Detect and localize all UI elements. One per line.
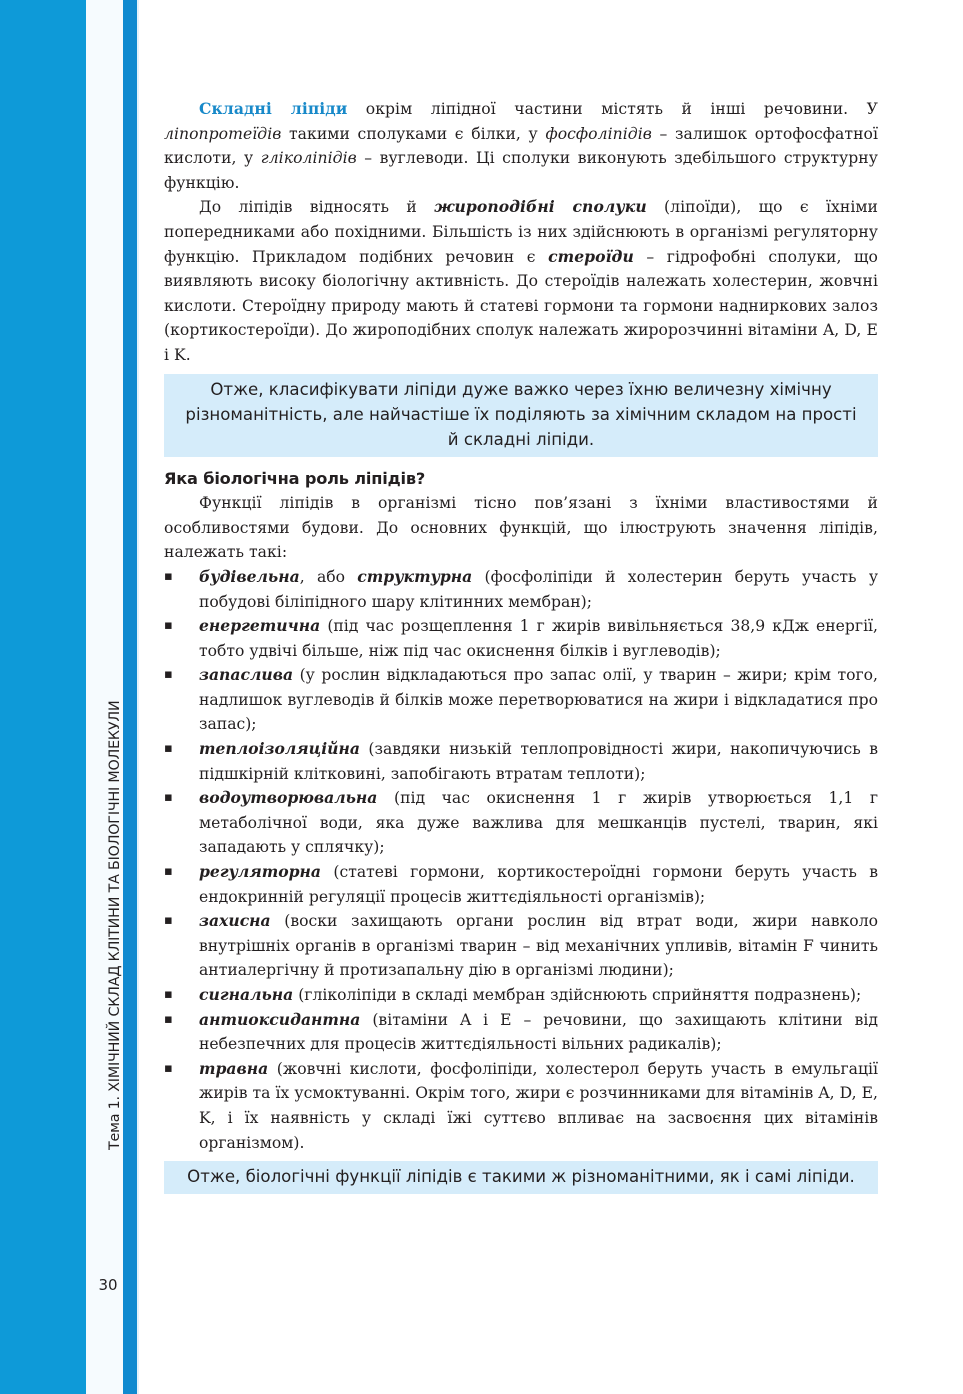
section-heading: Яка біологічна роль ліпідів? <box>164 469 426 489</box>
function-term: антиоксидантна <box>199 1009 361 1029</box>
function-description: (під час окиснення 1 г жирів утворюється 1,1 г метаболічної води, яка дуже важлива для мешканців пустелі, тварин, які западають у сплячку); <box>199 789 878 857</box>
function-term: захисна <box>199 911 271 931</box>
summary-box-classification: Отже, класифікувати ліпіди дуже важко через їхню величезну хімічну різноманітність, але найчастіше їх поділяють за хімічним складом на прості й складні ліпіди. <box>164 374 878 458</box>
function-term: структурна <box>357 566 473 586</box>
chapter-title: Тема 1. ХІМІЧНИЙ СКЛАД КЛІТИНИ ТА БІОЛОГІЧНІ МОЛЕКУЛИ <box>107 700 123 1150</box>
function-term: будівельна <box>199 566 300 586</box>
text: (ліпоїди), що є їхніми попередниками або похідними. Більшість із них здійснюють в організмі регуляторну функцію. Прикладом подібних речовин є <box>164 198 878 266</box>
list-item <box>164 1057 878 1155</box>
page-number: 30 <box>98 1276 118 1294</box>
summary-box-functions: Отже, біологічні функції ліпідів є такими ж різноманітними, як і самі ліпіди. <box>164 1161 878 1194</box>
list-item <box>164 909 878 983</box>
function-term: теплоізоляційна <box>199 739 360 759</box>
text: окрім ліпідної частини містять й інші речовини. У <box>347 100 878 118</box>
sidebar-edge-highlight <box>137 0 139 1394</box>
list-item <box>164 1008 878 1057</box>
function-term: сигнальна <box>199 985 294 1005</box>
term-glycolipids: гліколіпідів <box>260 149 357 168</box>
function-description: (фосфоліпіди й холестерин беруть участь у побудові біліпідного шару клітинних мембран); <box>199 567 878 611</box>
text: , або <box>299 567 358 586</box>
list-item <box>164 983 878 1008</box>
paragraph-lipoids <box>164 195 878 367</box>
function-description: (під час розщеплення 1 г жирів вивільняється 38,9 кДж енергії, тобто удвічі більше, ніж під час окиснення білків і вуглеводів); <box>199 617 878 660</box>
function-description: (у рослин відкладаються про запас олії, у тварин – жири; крім того, надлишок вуглеводів й білків може перетворюватися на жири і відкладатися про запас); <box>199 666 878 734</box>
bullet-icon <box>164 909 173 934</box>
function-description: (статеві гормони, кортикостероїдні гормони беруть участь в ендокринній регуляції процесів життєдіяльності організмів); <box>199 863 878 906</box>
term-complex-lipids: Складні ліпіди <box>199 99 348 118</box>
functions-list <box>164 565 878 1155</box>
bullet-icon <box>164 1008 173 1033</box>
paragraph-functions-intro: Функції ліпідів в організмі тісно пов’язані з їхніми властивостями й особливостями будови. До основних функцій, що ілюструють значення ліпідів, належать такі: <box>164 494 878 562</box>
term-lipoproteids: ліпопротеїдів <box>164 124 282 143</box>
list-item <box>164 565 878 614</box>
bullet-icon <box>164 663 173 688</box>
bullet-icon <box>164 1057 173 1082</box>
sidebar-band <box>0 0 86 1394</box>
bullet-icon <box>164 737 173 762</box>
text: – залишок ортофосфатної кислоти, у <box>164 124 878 168</box>
function-description: (воски захищають органи рослин від втрат води, жири навколо внутрішніх органів в організмі тварин – від механічних упливів, вітамін F чинить антиалергічну й протизапальну дію в організмі людини); <box>199 912 878 980</box>
bullet-icon <box>164 614 173 639</box>
term-phospholipids: фосфоліпідів <box>545 124 652 143</box>
text: – вуглеводи. Ці сполуки виконують здебільшого структурну функцію. <box>164 149 878 192</box>
list-item <box>164 737 878 786</box>
bullet-icon <box>164 983 173 1008</box>
text: До ліпідів відносять й <box>199 198 435 217</box>
page-content <box>164 97 878 1204</box>
function-term: травна <box>199 1058 269 1078</box>
bullet-icon <box>164 786 173 811</box>
sidebar-strip <box>86 0 123 1394</box>
list-item <box>164 614 878 663</box>
term-steroids: стероїди <box>548 246 634 266</box>
text: такими сполуками є білки, у <box>281 124 546 143</box>
sidebar-edge <box>123 0 137 1394</box>
bullet-icon <box>164 860 173 885</box>
function-term: енергетична <box>199 616 321 636</box>
paragraph-complex-lipids <box>164 97 878 195</box>
function-term: регуляторна <box>199 862 322 882</box>
term-lipoids: жироподібні сполуки <box>434 197 647 217</box>
function-description: (гліколіпіди в складі мембран здійснюють сприйняття подразнень); <box>293 986 862 1005</box>
function-term: запаслива <box>199 665 294 685</box>
bullet-icon <box>164 565 173 590</box>
function-term: водоутворювальна <box>199 788 378 808</box>
function-description: (завдяки низькій теплопровідності жири, накопичуючись в підшкірній клітковині, запобігають втратам теплоти); <box>199 740 878 783</box>
function-description: (вітаміни A і E – речовини, що захищають клітини від небезпечних для процесів життєдіяльності вільних радикалів); <box>199 1010 878 1054</box>
function-description: (жовчні кислоти, фосфоліпіди, холестерол беруть участь в емульгації жирів та їх усмоктуванні. Окрім того, жири є розчинниками для вітамінів A, D, E, K, і їх наявність у складі їжі суттєво впливає на засвоєння цих вітамінів організмом). <box>199 1059 878 1152</box>
list-item <box>164 786 878 860</box>
list-item <box>164 860 878 909</box>
text: – гідрофобні сполуки, що виявляють високу біологічну активність. До стероїдів належать холестерин, жовчні кислоти. Стероїдну природу мають й статеві гормони та гормони надниркових залоз (кортикостероїди). До жироподібних сполук належать жиророзчинні вітаміни A, D, E і K. <box>164 247 878 364</box>
list-item <box>164 663 878 737</box>
